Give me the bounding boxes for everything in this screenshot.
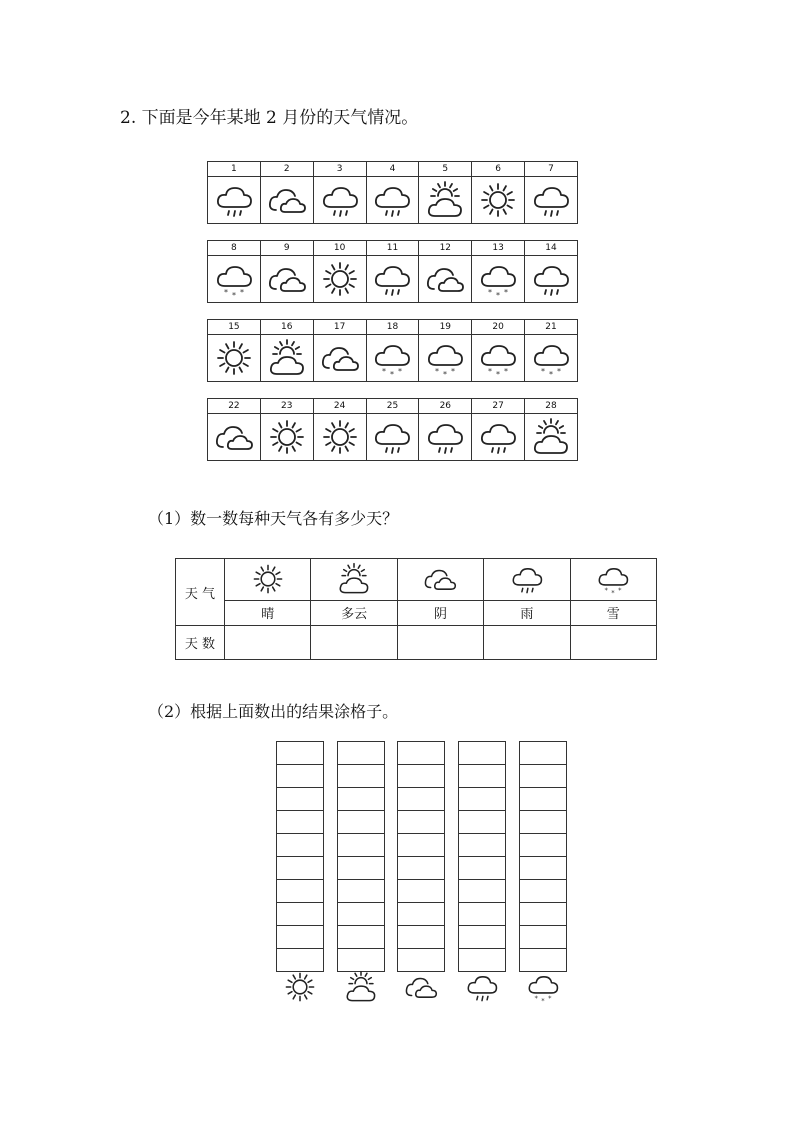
grid-cell[interactable] (520, 880, 566, 903)
day-weather (313, 177, 366, 224)
day-number: 28 (525, 399, 578, 414)
day-weather (366, 414, 419, 461)
svg-text:*: * (504, 367, 509, 376)
sun-behind-cloud-icon (419, 180, 471, 220)
svg-text:*: * (231, 291, 236, 299)
day-number: 9 (260, 241, 313, 256)
grid-cell[interactable] (459, 834, 505, 857)
svg-text:*: * (557, 367, 562, 376)
sun-icon (314, 259, 366, 299)
sun-icon (283, 970, 317, 1008)
weather-type-icon-cell (397, 559, 483, 601)
svg-text:*: * (618, 586, 622, 595)
svg-text:*: * (451, 367, 456, 376)
svg-text:*: * (382, 367, 387, 376)
sun-icon (314, 417, 366, 457)
day-number: 13 (472, 241, 525, 256)
day-weather (472, 256, 525, 303)
day-weather (525, 177, 578, 224)
days-answer-cell[interactable] (570, 626, 656, 660)
day-weather (419, 177, 472, 224)
rain-cloud-icon (465, 970, 499, 1008)
grid-cell[interactable] (398, 811, 444, 834)
day-weather (366, 256, 419, 303)
grid-column (397, 741, 445, 972)
rain-cloud-icon (367, 417, 419, 457)
day-number: 24 (313, 399, 366, 414)
day-number: 19 (419, 320, 472, 335)
day-number: 26 (419, 399, 472, 414)
grid-cell[interactable] (338, 788, 384, 811)
grid-cell[interactable] (459, 765, 505, 788)
grid-cell[interactable] (398, 880, 444, 903)
snow-cloud-icon (472, 338, 524, 378)
grid-cell[interactable] (520, 857, 566, 880)
svg-text:*: * (496, 291, 501, 299)
grid-cell[interactable] (459, 811, 505, 834)
grid-cell[interactable] (398, 949, 444, 971)
day-weather (366, 177, 419, 224)
svg-text:*: * (488, 288, 493, 297)
grid-cell[interactable] (459, 857, 505, 880)
days-row-label: 天 数 (176, 626, 225, 660)
grid-cell[interactable] (338, 765, 384, 788)
rain-cloud-icon (314, 180, 366, 220)
day-weather (208, 256, 261, 303)
day-number: 6 (472, 162, 525, 177)
day-number: 16 (260, 320, 313, 335)
rain-cloud-icon (367, 180, 419, 220)
grid-cell[interactable] (520, 903, 566, 926)
weather-type-name: 阴 (397, 600, 483, 625)
svg-text:*: * (435, 367, 440, 376)
day-number: 8 (208, 241, 261, 256)
grid-cell[interactable] (459, 742, 505, 765)
weather-type-icon-cell (311, 559, 397, 601)
overcast-clouds-icon (314, 338, 366, 378)
snow-cloud-icon (472, 259, 524, 299)
day-weather (525, 414, 578, 461)
sun-behind-cloud-icon (261, 338, 313, 378)
grid-cell[interactable] (459, 880, 505, 903)
days-answer-cell[interactable] (311, 626, 397, 660)
weather-type-name: 雪 (570, 600, 656, 625)
grid-cell[interactable] (277, 880, 323, 903)
days-answer-cell[interactable] (484, 626, 570, 660)
day-weather (260, 414, 313, 461)
calendar-week (207, 319, 578, 382)
grid-cell[interactable] (398, 765, 444, 788)
grid-cell[interactable] (520, 949, 566, 971)
grid-cell[interactable] (277, 834, 323, 857)
svg-text:*: * (541, 997, 545, 1004)
day-number: 20 (472, 320, 525, 335)
overcast-clouds-icon (261, 259, 313, 299)
overcast-clouds-icon (208, 417, 260, 457)
snow-cloud-icon (525, 338, 577, 378)
weather-type-icon-cell (570, 559, 656, 601)
grid-cell[interactable] (277, 742, 323, 765)
day-weather (525, 335, 578, 382)
grid-cell[interactable] (338, 949, 384, 971)
day-number: 2 (260, 162, 313, 177)
grid-cell[interactable] (338, 903, 384, 926)
svg-text:*: * (443, 370, 448, 378)
day-weather (313, 256, 366, 303)
grid-column (519, 741, 567, 972)
snow-cloud-icon (367, 338, 419, 378)
calendar-week (207, 240, 578, 303)
svg-text:*: * (534, 994, 538, 1003)
day-number: 17 (313, 320, 366, 335)
grid-cell[interactable] (338, 742, 384, 765)
day-number: 5 (419, 162, 472, 177)
grid-cell[interactable] (398, 926, 444, 949)
svg-text:*: * (496, 370, 501, 378)
grid-cell[interactable] (398, 903, 444, 926)
grid-column (337, 741, 385, 972)
day-number: 1 (208, 162, 261, 177)
sun-behind-cloud-icon (525, 417, 577, 457)
grid-cell[interactable] (277, 949, 323, 971)
svg-text:*: * (548, 994, 552, 1003)
day-weather (472, 335, 525, 382)
weather-type-name: 多云 (311, 600, 397, 625)
day-number: 18 (366, 320, 419, 335)
grid-cell[interactable] (459, 949, 505, 971)
grid-cell[interactable] (338, 811, 384, 834)
day-weather (472, 414, 525, 461)
svg-text:*: * (223, 288, 228, 297)
grid-cell[interactable] (459, 903, 505, 926)
svg-text:*: * (611, 589, 615, 597)
grid-cell[interactable] (277, 811, 323, 834)
grid-cell[interactable] (520, 788, 566, 811)
day-number: 7 (525, 162, 578, 177)
day-number: 27 (472, 399, 525, 414)
sun-behind-cloud-icon (344, 970, 378, 1008)
rain-cloud-icon (484, 562, 569, 596)
day-weather (208, 177, 261, 224)
part1-prompt: （1）数一数每种天气各有多少天？ (148, 509, 399, 528)
svg-text:*: * (549, 370, 554, 378)
day-weather (366, 335, 419, 382)
grid-cell[interactable] (338, 834, 384, 857)
overcast-clouds-icon (261, 180, 313, 220)
question-title: 2. 下面是今年某地 2 月份的天气情况。 (120, 108, 419, 128)
day-weather (525, 256, 578, 303)
sun-icon (472, 180, 524, 220)
calendar-week (207, 161, 578, 224)
grid-cell[interactable] (520, 742, 566, 765)
sun-behind-cloud-icon (311, 562, 396, 596)
grid-column (458, 741, 506, 972)
snow-cloud-icon (419, 338, 471, 378)
overcast-clouds-icon (398, 562, 483, 596)
day-number: 12 (419, 241, 472, 256)
day-number: 23 (260, 399, 313, 414)
calendar-week (207, 398, 578, 461)
part2-prompt: （2）根据上面数出的结果涂格子。 (148, 702, 399, 721)
grid-cell[interactable] (398, 742, 444, 765)
rain-cloud-icon (367, 259, 419, 299)
day-number: 15 (208, 320, 261, 335)
day-weather (260, 335, 313, 382)
overcast-clouds-icon (419, 259, 471, 299)
rain-cloud-icon (472, 417, 524, 457)
day-number: 11 (366, 241, 419, 256)
day-weather (313, 414, 366, 461)
day-weather (208, 335, 261, 382)
overcast-clouds-icon (404, 970, 438, 1008)
grid-cell[interactable] (338, 926, 384, 949)
svg-text:*: * (604, 586, 609, 595)
svg-text:*: * (390, 370, 395, 378)
day-weather (260, 256, 313, 303)
svg-text:*: * (488, 367, 493, 376)
weather-type-icon-cell (225, 559, 311, 601)
days-answer-cell[interactable] (397, 626, 483, 660)
day-number: 22 (208, 399, 261, 414)
day-number: 21 (525, 320, 578, 335)
sun-icon (208, 338, 260, 378)
day-number: 10 (313, 241, 366, 256)
grid-cell[interactable] (277, 765, 323, 788)
day-weather (260, 177, 313, 224)
day-weather (419, 256, 472, 303)
grid-cell[interactable] (398, 857, 444, 880)
day-number: 3 (313, 162, 366, 177)
grid-cell[interactable] (277, 788, 323, 811)
grid-cell[interactable] (277, 903, 323, 926)
weather-type-name: 雨 (484, 600, 570, 625)
rain-cloud-icon (525, 259, 577, 299)
grid-cell[interactable] (398, 788, 444, 811)
rain-cloud-icon (419, 417, 471, 457)
grid-cell[interactable] (520, 811, 566, 834)
grid-cell[interactable] (459, 788, 505, 811)
grid-cell[interactable] (277, 857, 323, 880)
grid-column (276, 741, 324, 972)
day-weather (419, 335, 472, 382)
grid-cell[interactable] (398, 834, 444, 857)
grid-cell[interactable] (277, 926, 323, 949)
days-answer-cell[interactable] (225, 626, 311, 660)
svg-text:*: * (541, 367, 546, 376)
sun-icon (261, 417, 313, 457)
grid-cell[interactable] (338, 880, 384, 903)
day-number: 25 (366, 399, 419, 414)
snow-cloud-icon (208, 259, 260, 299)
snow-cloud-icon (526, 970, 560, 1008)
rain-cloud-icon (525, 180, 577, 220)
weather-type-name: 晴 (225, 600, 311, 625)
weather-row-label: 天 气 (176, 559, 225, 626)
svg-text:*: * (239, 288, 244, 297)
day-weather (472, 177, 525, 224)
snow-cloud-icon (571, 562, 656, 596)
day-weather (313, 335, 366, 382)
svg-text:*: * (398, 367, 403, 376)
weather-type-icon-cell (484, 559, 570, 601)
day-number: 14 (525, 241, 578, 256)
day-number: 4 (366, 162, 419, 177)
weather-count-table (175, 558, 657, 660)
day-weather (419, 414, 472, 461)
grid-cell[interactable] (338, 857, 384, 880)
grid-cell[interactable] (520, 834, 566, 857)
svg-text:*: * (504, 288, 509, 297)
grid-cell[interactable] (520, 765, 566, 788)
rain-cloud-icon (208, 180, 260, 220)
grid-cell[interactable] (520, 926, 566, 949)
day-weather (208, 414, 261, 461)
grid-cell[interactable] (459, 926, 505, 949)
sun-icon (225, 562, 310, 596)
